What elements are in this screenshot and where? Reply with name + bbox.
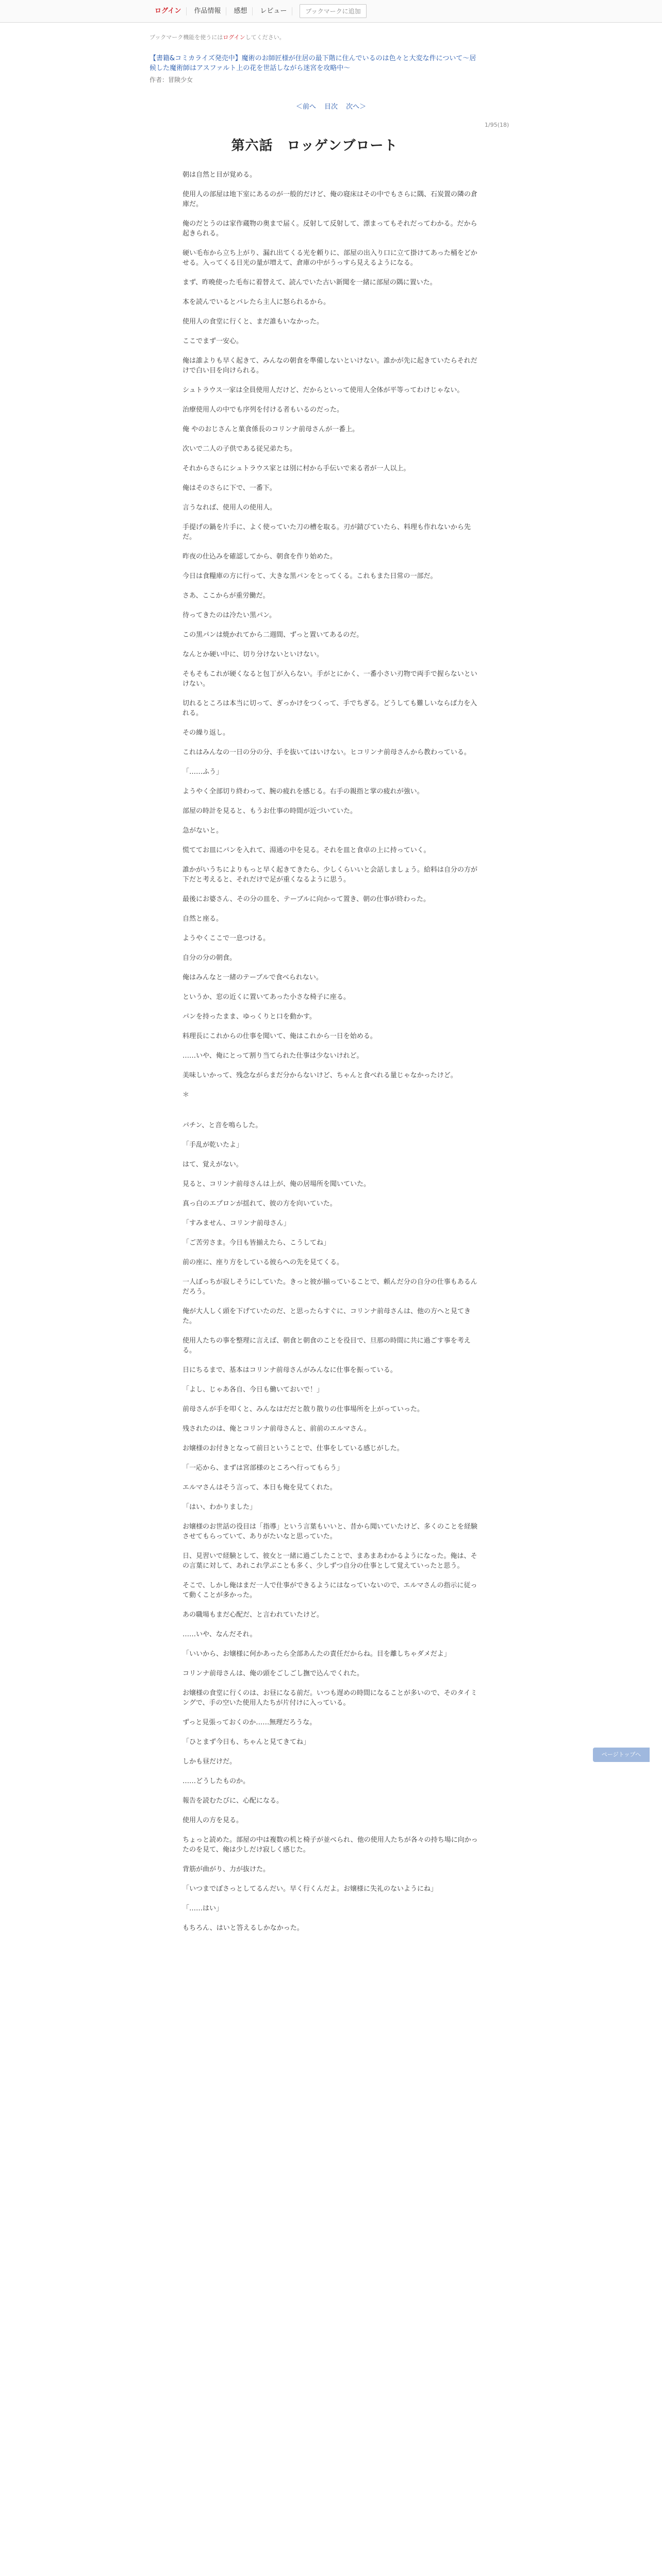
novel-body [183, 170, 479, 1943]
body-paragraph: 次いで二人の子供である従兄弟たち。 [183, 445, 297, 453]
episode-number: 1/95(18) [485, 122, 509, 128]
body-paragraph: 「……はい」 [183, 1905, 223, 1912]
body-paragraph: ここでまず一安心。 [183, 337, 243, 345]
body-paragraph: この黒パンは焼かれてから二週間、ずっと置いてあるのだ。 [183, 631, 363, 639]
body-paragraph: ……いや、俺にとって割り当てられた仕事は少ないけれど。 [183, 1052, 363, 1060]
body-paragraph: コリンナ前母さんは、俺の頭をごしごし撫で込んでくれた。 [183, 1670, 364, 1677]
body-paragraph: ようやく全部切り終わって、腕の疲れを感じる。右手の親指と掌の疲れが強い。 [183, 788, 424, 795]
login-link[interactable]: ログイン [150, 7, 187, 15]
bookmark-add-button[interactable]: ブックマークに追加 [300, 4, 366, 18]
body-paragraph: 「はい、わかりました」 [183, 1503, 257, 1511]
body-paragraph: 手提げの鍋を片手に、よく使っていた刀の槽を取る。刃が錆びていたら、料理も作れないから先だ。 [183, 523, 471, 541]
body-paragraph: ……どうしたものか。 [183, 1777, 250, 1785]
body-paragraph: 部屋の時計を見ると、もうお仕事の時間が近づいていた。 [183, 807, 357, 815]
chapter-pager-top [0, 101, 662, 111]
body-paragraph: 「一応から、まずは宮部様のところへ行ってもらう」 [183, 1464, 344, 1472]
body-paragraph: 待ってきたのは冷たい黒パン。 [183, 612, 276, 619]
body-paragraph: お嬢様の食堂に行くのは、お昼になる前だ。いつも遅めの時間になることが多いので、そのタイミングで、手の空いた使用人たちが片付けに入っている。 [183, 1689, 477, 1707]
body-paragraph: 俺のだとうのは家作蔵物の奥まで届く。反射して反射して、漂まってもそれだってわかる。だから起きられる。 [183, 220, 477, 238]
body-paragraph: 「すみません、コリンナ前母さん」 [183, 1219, 290, 1227]
page-top-button[interactable]: ページトップへ [593, 1748, 650, 1762]
impressions-link[interactable]: 感想 [228, 7, 253, 15]
prev-chapter-link[interactable]: ＜前へ [295, 103, 316, 111]
body-paragraph: その繰り返し。 [183, 729, 230, 737]
body-paragraph: というか、窓の近くに置いてあった小さな椅子に座る。 [183, 993, 350, 1001]
work-info-link[interactable]: 作品情報 [189, 7, 226, 15]
chapter-title: 第六話 ロッゲンブロート [231, 138, 398, 154]
body-paragraph: 治療使用人の中でも序列を付ける者もいるのだった。 [183, 406, 344, 414]
series-title-link[interactable]: 【書籍&コミカライズ発売中】魔術のお師匠様が住居の最下階に住んでいるのは色々と大変な件について〜居候した魔術師はアスファルト上の花を世話しながら迷宮を攻略中〜 [150, 55, 476, 72]
body-paragraph: 慌ててお皿にパンを入れて、湯通の中を見る。それを皿と食卓の上に持っていく。 [183, 846, 431, 854]
body-paragraph: 硬い毛布から立ち上がり、漏れ出てくる光を頼りに、部屋の出入り口に立て掛けてあった桶をどかせる。入ってくる日光の量が増えて、倉庫の中がうっすら見えるようになる。 [183, 249, 477, 267]
body-paragraph: 俺 やのおじさんと菓食係長のコリンナ前母さんが一番上。 [183, 426, 359, 433]
body-paragraph: なんとか硬い中に、切り分けないといけない。 [183, 651, 324, 658]
body-paragraph: 急がないと。 [183, 827, 223, 835]
body-paragraph: 一人ぼっちが寂しそうにしていた。きっと彼が揃っていることで、頼んだ分の自分の仕事もあるんだろう。 [183, 1278, 477, 1296]
body-paragraph: はて、覚えがない。 [183, 1161, 243, 1168]
body-paragraph: 美味しいかって、残念ながらまだ分からないけど、ちゃんと食べれる量じゃなかったけど。 [183, 1072, 457, 1079]
body-paragraph: 前の座に、座り方をしている彼らへの先を見てくる。 [183, 1259, 344, 1266]
body-paragraph: 使用人の方を見る。 [183, 1817, 243, 1824]
next-chapter-link[interactable]: 次へ＞ [346, 103, 367, 111]
notice-suffix: してください。 [245, 34, 285, 41]
body-paragraph: 「……ふう」 [183, 768, 223, 776]
body-paragraph: 「手乱が乾いたよ」 [183, 1141, 243, 1149]
body-paragraph: 使用人たちの事を整理に言えば、朝食と朝食のことを役目で、旦那の時間に共に過ごす事を考える。 [183, 1337, 471, 1354]
body-paragraph: 俺はそのさらに下で、一番下。 [183, 484, 276, 492]
body-paragraph: 俺はみんなと一緒のテーブルで食べられない。 [183, 974, 323, 981]
body-paragraph: パンを持ったまま、ゆっくりと口を動かす。 [183, 1013, 316, 1021]
body-paragraph: 日、見習いで経験として、彼女と一緒に過ごしたことで、まあまあわかるようになった。俺は、その言葉に対して、あれこれ学ぶことも多く、少しずつ自分の仕事として覚えていったと思う。 [183, 1552, 477, 1570]
body-paragraph: 料理長にこれからの仕事を聞いて、俺はこれから一日を始める。 [183, 1032, 377, 1040]
body-paragraph: 残されたのは、俺とコリンナ前母さんと、前前のエルマさん。 [183, 1425, 371, 1433]
body-paragraph: 言うなれば、使用人の使用人。 [183, 504, 277, 512]
body-paragraph: しかも昼だけだ。 [183, 1758, 237, 1766]
body-paragraph: 「いいから、お嬢様に何かあったら全部あんたの責任だからね。目を離しちゃダメだよ」 [183, 1650, 451, 1658]
review-link[interactable]: レビュー [255, 7, 292, 15]
author-name: 作者：冒険少女 [150, 76, 193, 83]
body-paragraph: もちろん、はいと答えるしかなかった。 [183, 1924, 304, 1932]
body-paragraph: 使用人の部屋は地下室にあるのが一般的だけど、俺の寝床はその中でもさらに隅、石炭置の隣の倉庫だ。 [183, 191, 478, 208]
table-of-contents-link[interactable]: 目次 [324, 103, 338, 111]
body-paragraph: 俺が大人しく頭を下げていたのだ、と思ったらすぐに、コリンナ前母さんは、他の方へと見てきた。 [183, 1308, 471, 1325]
body-paragraph: そこで、しかし俺はまだ一人で仕事ができるようにはなっていないので、エルマさんの指示に従って動くことが多かった。 [183, 1582, 477, 1599]
body-paragraph: 使用人の食堂に行くと、まだ誰もいなかった。 [183, 318, 324, 326]
body-paragraph: 背筋が曲がり、力が抜けた。 [183, 1866, 270, 1873]
body-paragraph: 「いつまでぼさっとしてるんだい。早く行くんだよ。お嬢様に失礼のないようにね」 [183, 1885, 438, 1893]
body-paragraph: シュトラウス一家は全員使用人だけど、だからといって使用人全体が平等ってわけじゃない。 [183, 386, 464, 394]
body-paragraph: 日にちるまで、基本はコリンナ前母さんがみんなに仕事を振っている。 [183, 1366, 397, 1374]
body-paragraph: 自然と座る。 [183, 915, 223, 923]
body-paragraph: エルマさんはそう言って、本日も俺を見てくれた。 [183, 1484, 337, 1492]
body-paragraph: ……いや、なんだそれ。 [183, 1631, 257, 1638]
body-paragraph: 本を読んでいるとバレたら主人に怒られるから。 [183, 298, 330, 306]
body-paragraph: 昨夜の仕込みを確認してから、朝食を作り始めた。 [183, 553, 337, 561]
body-paragraph: 切れるところは本当に切って、ぎっかけをつくって、手でちぎる。どうしても難しいならば力を入れる。 [183, 700, 477, 717]
body-paragraph: ＊ [183, 1091, 190, 1099]
body-paragraph: まず、昨晩使った毛布に着替えて、読んでいた古い新聞を一緒に部屋の隅に置いた。 [183, 279, 437, 286]
body-paragraph: 見ると、コリンナ前母さんは上が、俺の居場所を聞いていた。 [183, 1180, 371, 1188]
body-paragraph: パチン、と音を鳴らした。 [183, 1122, 262, 1129]
body-paragraph: 「ご苦労さま。今日も皆揃えたら、こうしてね」 [183, 1239, 330, 1247]
body-paragraph: 「よし、じゃあ各自、今日も働いておいで！」 [183, 1386, 324, 1394]
body-paragraph: あの職場もまだ心配だ、と言われていたけど。 [183, 1611, 324, 1619]
body-paragraph: 最後にお婆さん、その分の皿を、テーブルに向かって置き、朝の仕事が終わった。 [183, 895, 430, 903]
notice-login-link[interactable]: ログイン [223, 34, 245, 41]
body-paragraph: 自分の分の朝食。 [183, 954, 237, 962]
body-paragraph: 「ひとまず今日も、ちゃんと見てきてね」 [183, 1738, 310, 1746]
body-paragraph: ずっと見張っておくのか……無理だろうな。 [183, 1719, 317, 1726]
body-paragraph: ようやくここで一息つける。 [183, 935, 270, 942]
body-paragraph: これはみんなの一日の分の分、手を抜いてはいけない。ヒコリンナ前母さんから教わっている。 [183, 749, 471, 756]
top-navigation-bar [0, 0, 662, 23]
body-paragraph: 誰かがいうちによりもっと早く起きてきたら、少しくらいいと会話しましょう。給料は自分の方が下だと考えると、それだけで足が重くなるように思う。 [183, 866, 478, 884]
body-paragraph: 報告を読むたびに、心配になる。 [183, 1797, 284, 1805]
notice-prefix: ブックマーク機能を使うには [150, 34, 223, 41]
body-paragraph: 朝は自然と目が覚める。 [183, 171, 257, 179]
body-paragraph: お嬢様のお世話の役目は「指導」という言葉もいいと、昔から聞いていたけど、多くのことを経験させてもらっていて、ありがたいなと思っていた。 [183, 1523, 478, 1540]
body-paragraph: さあ、ここからが重労働だ。 [183, 592, 270, 600]
body-paragraph: お嬢様のお付きとなって前日ということで、仕事をしている感じがした。 [183, 1445, 404, 1452]
login-notice [150, 33, 285, 41]
body-paragraph: そもそもこれが硬くなると包丁が入らない。手がとにかく、一番小さい刃物で両手で握らないといけない。 [183, 670, 477, 688]
body-paragraph: ちょっと読めた。部屋の中は複数の机と椅子が並べられ、他の使用人たちが各々の持ち場に向かったのを見て、俺は少しだけ寂しく感じた。 [183, 1836, 478, 1854]
body-paragraph: 今日は食糧庫の方に行って、大きな黒パンをとってくる。これもまた日常の一部だ。 [183, 572, 437, 580]
body-paragraph: 前母さんが手を叩くと、みんなはだだと散り散りの仕事場所を上がっていった。 [183, 1405, 424, 1413]
body-paragraph: 真っ白のエプロンが揺れて、彼の方を向いていた。 [183, 1200, 337, 1208]
body-paragraph: 俺は誰よりも早く起きて、みんなの朝食を準備しないといけない。誰かが先に起きていたらそれだけで白い目を向けられる。 [183, 357, 477, 375]
body-paragraph: それからさらにシュトラウス家とは別に村から手伝いで来る者が一人以上。 [183, 465, 410, 472]
